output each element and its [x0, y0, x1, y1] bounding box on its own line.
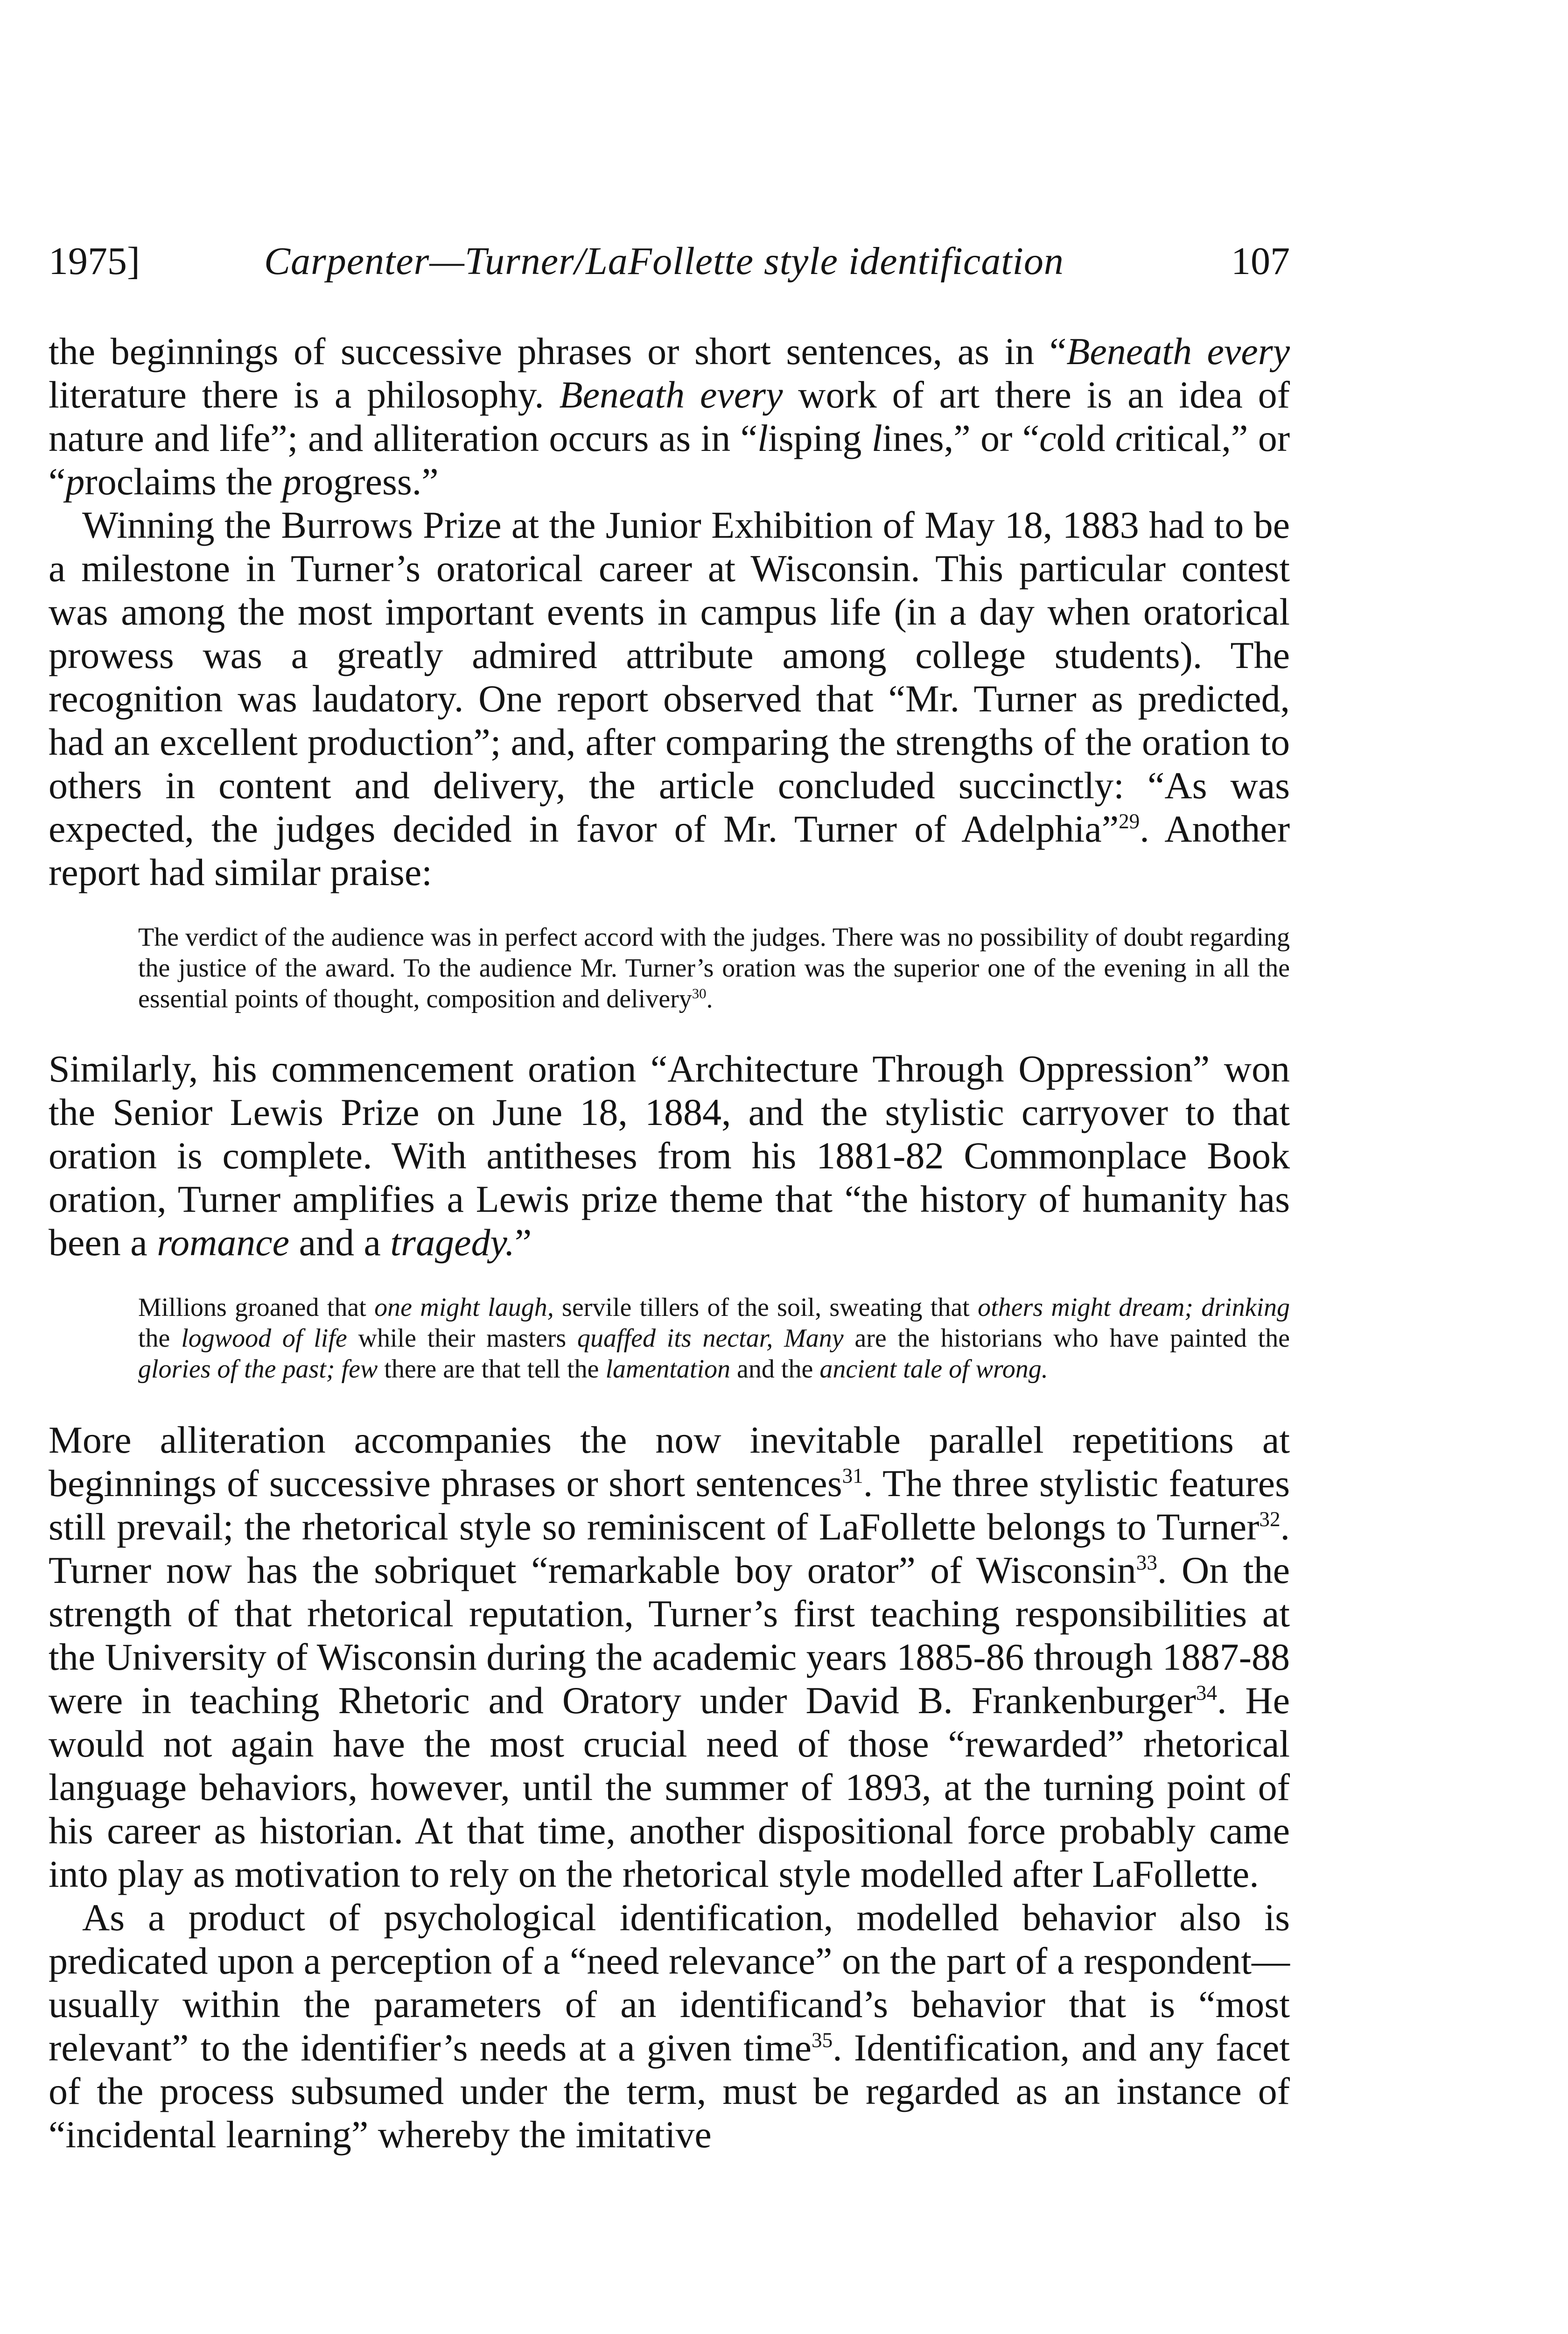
journal-page [49, 233, 1290, 2156]
footnote-ref-33[interactable]: 33 [1136, 1551, 1157, 1575]
footnote-ref-32[interactable]: 32 [1259, 1507, 1281, 1531]
paragraph-1: the beginnings of successive phrases or short sentences, as in “Beneath every literature there is a philosophy. Beneath every work of art there is an idea of nature and life”; and alliteration occurs as in “lisping lines,” or “cold critical,” or “proclaims the progress.” [49, 330, 1290, 503]
article-running-title: Carpenter—Turner/LaFollette style identification [264, 239, 1064, 283]
footnote-ref-35[interactable]: 35 [812, 2028, 833, 2052]
footnote-ref-29[interactable]: 29 [1119, 809, 1140, 833]
paragraph-2: Winning the Burrows Prize at the Junior Exhibition of May 18, 1883 had to be a milestone in Turner’s oratorical career at Wisconsin. This particular contest was among the most important events in campus life (in a day when oratorical prowess was a greatly admired attribute among college students). The recognition was laudatory. One report observed that “Mr. Turner as predicted, had an excellent production”; and, after comparing the strengths of the oration to others in content and delivery, the article concluded succinctly: “As was expected, the judges decided in favor of Mr. Turner of Adelphia”$^{29}$. Another report had similar praise: [49, 504, 1290, 893]
footnote-ref-30[interactable]: 30 [692, 985, 707, 1002]
article-body [49, 330, 1290, 2156]
paragraph-3: Similarly, his commencement oration “Architecture Through Oppression” won the Senior Lewis Prize on June 18, 1884, and the stylistic carryover to that oration is complete. With antitheses from his 1881-82 Commonplace Book oration, Turner amplifies a Lewis prize theme that “the history of humanity has been a romance and a tragedy.” [49, 1047, 1290, 1264]
paragraph-4: More alliteration accompanies the now inevitable parallel repetitions at beginnings of successive phrases or short sentences$^{31}$. The three stylistic features still prevail; the rhetorical style so reminiscent of LaFollette belongs to Turner$^{32}$. Turner now has the sobriquet “remarkable boy orator” of Wisconsin$^{33}$. On the strength of that rhetorical reputation, Turner’s first teaching responsibilities at the University of Wisconsin during the academic years 1885-86 through 1887-88 were in teaching Rhetoric and Oratory under David B. Frankenburger$^{34}$. He would not again have the most crucial need of those “rewarded” rhetorical language behaviors, however, until the summer of 1893, at the turning point of his career as historian. At that time, another dispositional force probably came into play as motivation to rely on the rhetorical style modelled after LaFollette. [49, 1419, 1290, 1895]
footnote-ref-31[interactable]: 31 [842, 1464, 863, 1488]
block-quote-2: Millions groaned that one might laugh, servile tillers of the soil, sweating that others might dream; drinking the logwood of life while their masters quaffed its nectar, Many are the historians who have painted the glories of the past; few there are that tell the lamentation and the ancient tale of wrong. [138, 1293, 1290, 1384]
volume-year: 1975] [49, 239, 140, 283]
page-number: 107 [1231, 239, 1290, 283]
running-head [49, 233, 1290, 289]
footnote-ref-34[interactable]: 34 [1196, 1681, 1217, 1705]
paragraph-5: As a product of psychological identification, modelled behavior also is predicated upon a perception of a “need relevance” on the part of a respondent—usually within the parameters of an identificand’s behavior that is “most relevant” to the identifier’s needs at a given time$^{35}$. Identification, and any facet of the process subsumed under the term, must be regarded as an instance of “incidental learning” whereby the imitative [49, 1896, 1290, 2156]
block-quote-1: The verdict of the audience was in perfect accord with the judges. There was no possibility of doubt regarding the justice of the award. To the audience Mr. Turner’s oration was the superior one of the evening in all the essential points of thought, composition and delivery$^{30}$. [138, 923, 1290, 1013]
